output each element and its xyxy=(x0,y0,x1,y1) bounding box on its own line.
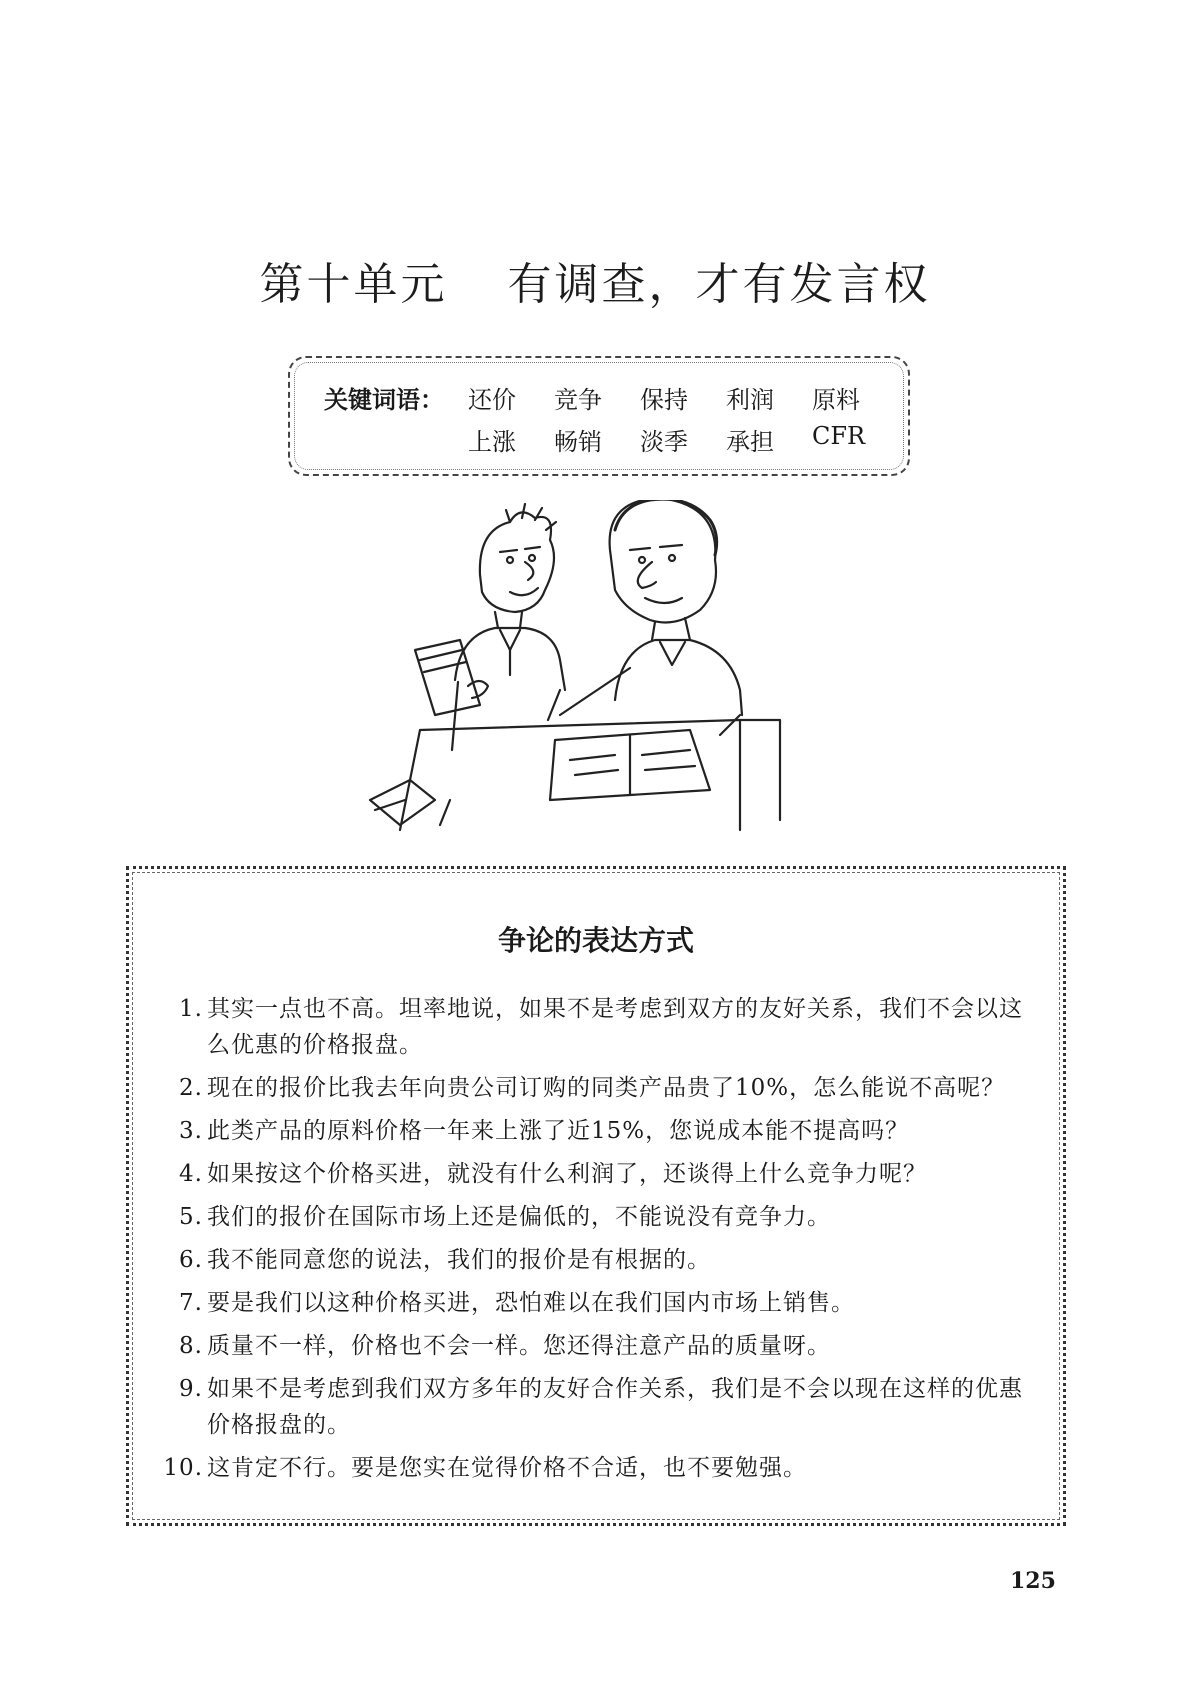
item-number: 6. xyxy=(179,1247,203,1273)
keywords-row-2 xyxy=(468,422,898,457)
keyword: 利润 xyxy=(726,386,774,414)
expressions-title: 争论的表达方式 xyxy=(497,924,694,957)
item-number: 5. xyxy=(179,1204,203,1230)
unit-number: 第十单元 xyxy=(259,259,448,310)
item-text: 要是我们以这种价格买进，恐怕难以在我们国内市场上销售。 xyxy=(207,1290,855,1316)
list-item xyxy=(159,1450,1039,1486)
item-number: 4. xyxy=(179,1161,203,1187)
item-text: 我们的报价在国际市场上还是偏低的，不能说没有竞争力。 xyxy=(207,1204,831,1230)
item-text: 如果按这个价格买进，就没有什么利润了，还谈得上什么竞争力呢？ xyxy=(207,1161,927,1187)
keyword: 承担 xyxy=(726,428,774,456)
keyword: CFR xyxy=(812,422,866,450)
keywords-label: 关键词语： xyxy=(324,386,444,414)
desk xyxy=(370,720,780,830)
item-text: 此类产品的原料价格一年来上涨了近15%，您说成本能不提高吗？ xyxy=(207,1118,910,1144)
list-item xyxy=(159,1242,1039,1278)
list-item xyxy=(159,1285,1039,1321)
two-men-negotiating-illustration xyxy=(360,500,840,840)
right-man-figure xyxy=(560,500,742,735)
item-text: 现在的报价比我去年向贵公司订购的同类产品贵了10%，怎么能说不高呢？ xyxy=(207,1075,1006,1101)
item-number: 2. xyxy=(179,1075,203,1101)
keywords-box xyxy=(288,356,910,476)
expressions-box xyxy=(126,866,1066,1526)
item-text: 其实一点也不高。坦率地说，如果不是考虑到双方的友好关系，我们不会以这么优惠的价格报盘。 xyxy=(207,996,1023,1058)
keyword: 淡季 xyxy=(640,428,688,456)
keywords-row-1 xyxy=(468,380,898,415)
keyword: 还价 xyxy=(468,386,516,414)
item-text: 如果不是考虑到我们双方多年的友好合作关系，我们是不会以现在这样的优惠价格报盘的。 xyxy=(207,1376,1023,1438)
item-number: 10. xyxy=(163,1455,203,1481)
list-item xyxy=(159,1070,1039,1106)
item-number: 9. xyxy=(179,1376,203,1402)
item-text: 我不能同意您的说法，我们的报价是有根据的。 xyxy=(207,1247,711,1273)
keyword: 畅销 xyxy=(554,428,602,456)
item-number: 1. xyxy=(179,996,203,1022)
item-number: 3. xyxy=(179,1118,203,1144)
left-man-figure xyxy=(415,504,565,750)
keyword: 保持 xyxy=(640,386,688,414)
list-item xyxy=(159,1371,1039,1443)
item-number: 8. xyxy=(179,1333,203,1359)
expressions-list xyxy=(159,991,1039,1493)
list-item xyxy=(159,1156,1039,1192)
unit-topic: 有调查，才有发言权 xyxy=(507,259,931,310)
item-text: 这肯定不行。要是您实在觉得价格不合适，也不要勉强。 xyxy=(207,1455,807,1481)
page-number: 125 xyxy=(1010,1568,1056,1594)
item-text: 质量不一样，价格也不会一样。您还得注意产品的质量呀。 xyxy=(207,1333,831,1359)
list-item xyxy=(159,991,1039,1063)
list-item xyxy=(159,1113,1039,1149)
unit-title xyxy=(0,248,1190,312)
list-item xyxy=(159,1328,1039,1364)
item-number: 7. xyxy=(179,1290,203,1316)
keyword: 原料 xyxy=(812,386,860,414)
list-item xyxy=(159,1199,1039,1235)
keyword: 上涨 xyxy=(468,428,516,456)
keyword: 竞争 xyxy=(554,386,602,414)
